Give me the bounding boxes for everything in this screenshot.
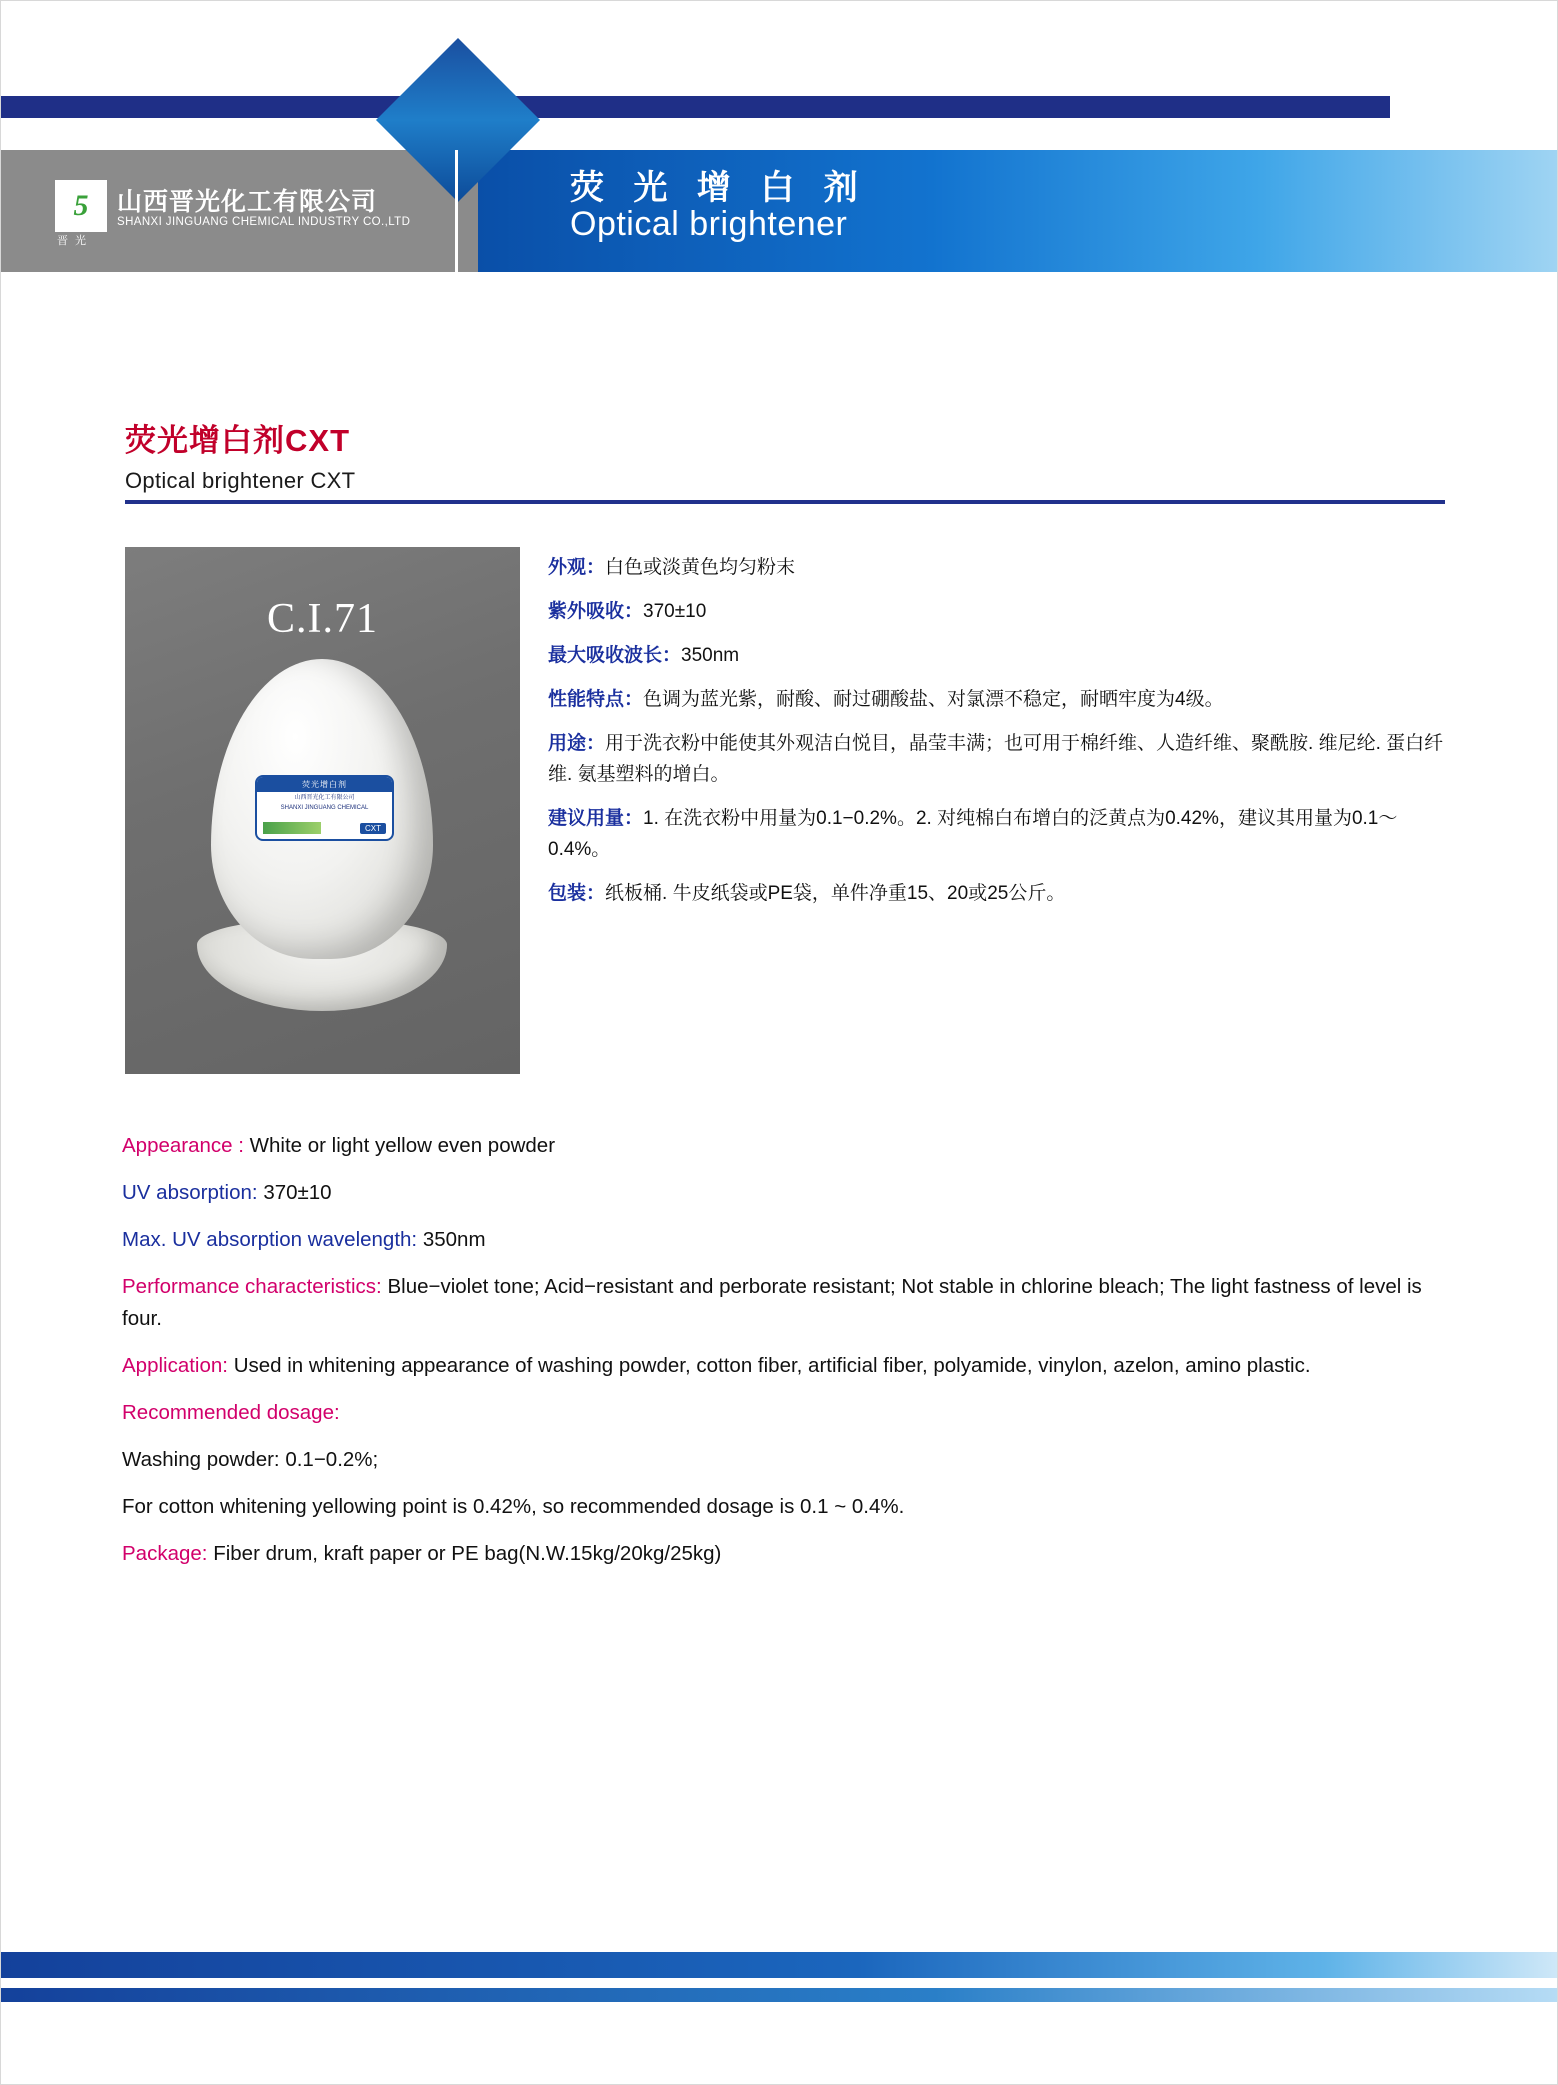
- page-header: [0, 0, 1558, 290]
- spec-key-en-package: Package:: [122, 1542, 208, 1565]
- ci-number-label: C.I.71: [267, 596, 378, 642]
- sticker-line-1: 山西晋光化工有限公司: [294, 795, 355, 801]
- spec-row-en-package: [122, 1538, 1452, 1570]
- spec-value-en-dosage-1: Washing powder: 0.1−0.2%;: [122, 1448, 379, 1471]
- spec-row-cn-uv: [548, 596, 1448, 627]
- logo-letter: 5: [73, 189, 89, 222]
- product-title-cn: 荧光增白剂CXT: [125, 423, 350, 458]
- spec-key-cn-performance: 性能特点：: [548, 689, 644, 710]
- spec-value-en-dosage-2: For cotton whitening yellowing point is 0.42%, so recommended dosage is 0.1 ~ 0.4%.: [122, 1495, 905, 1518]
- product-title-en: Optical brightener CXT: [125, 468, 356, 493]
- spec-value-cn-uv: 370±10: [643, 601, 707, 622]
- spec-row-cn-wavelength: [548, 640, 1448, 671]
- spec-key-cn-uv: 紫外吸收：: [548, 601, 644, 622]
- spec-key-en-dosage: Recommended dosage:: [122, 1401, 340, 1424]
- company-name-cn: 山西晋光化工有限公司: [117, 188, 378, 216]
- spec-key-cn-application: 用途：: [548, 733, 606, 754]
- spec-key-cn-wavelength: 最大吸收波长：: [548, 645, 682, 666]
- header-title-cn: 荧 光 增 白 剂: [570, 169, 868, 207]
- spec-value-cn-appearance: 白色或淡黄色均匀粉末: [605, 557, 796, 578]
- spec-row-cn-dosage: [548, 803, 1448, 865]
- spec-value-en-uv: 370±10: [263, 1181, 332, 1204]
- spec-row-cn-appearance: [548, 552, 1448, 583]
- header-top-bar: [0, 96, 1390, 118]
- spec-value-en-application: Used in whitening appearance of washing powder, cotton fiber, artificial fiber, polyamide, vinylon, azelon, amino plastic.: [233, 1354, 1311, 1377]
- spec-key-en-uv: UV absorption:: [122, 1181, 258, 1204]
- spec-key-en-application: Application:: [122, 1354, 228, 1377]
- spec-row-en-dosage-heading: [122, 1397, 1452, 1429]
- header-title-en: Optical brightener: [570, 205, 848, 243]
- spec-row-en-dosage-line2: [122, 1491, 1452, 1523]
- spec-row-en-dosage-line1: [122, 1444, 1452, 1476]
- sticker-line-2: SHANXI JINGUANG CHEMICAL: [280, 805, 369, 811]
- spec-list-cn: [548, 552, 1448, 922]
- product-bag-sticker: [255, 775, 394, 841]
- logo-mark-icon: [55, 180, 107, 232]
- spec-row-en-uv: [122, 1177, 1452, 1209]
- spec-value-cn-wavelength: 350nm: [681, 645, 740, 666]
- spec-key-cn-dosage: 建议用量：: [548, 808, 644, 829]
- company-logo: [55, 180, 465, 247]
- spec-key-en-wavelength: Max. UV absorption wavelength:: [122, 1228, 418, 1251]
- spec-row-cn-performance: [548, 684, 1448, 715]
- sticker-title: 荧光增白剂: [257, 777, 392, 792]
- footer-bar-primary: [0, 1952, 1558, 1978]
- spec-value-cn-performance: 色调为蓝光紫，耐酸、耐过硼酸盐、对氯漂不稳定，耐晒牢度为4级。: [643, 689, 1224, 710]
- sticker-band: [263, 822, 321, 834]
- spec-row-en-appearance: [122, 1130, 1452, 1162]
- spec-list-en: [122, 1130, 1452, 1585]
- spec-value-en-package: Fiber drum, kraft paper or PE bag(N.W.15kg/20kg/25kg): [213, 1542, 722, 1565]
- spec-value-en-wavelength: 350nm: [422, 1228, 486, 1251]
- spec-value-en-appearance: White or light yellow even powder: [249, 1134, 556, 1157]
- spec-key-cn-appearance: 外观：: [548, 557, 606, 578]
- sticker-code: CXT: [360, 823, 386, 834]
- spec-value-cn-dosage: 1. 在洗衣粉中用量为0.1−0.2%。2. 对纯棉白布增白的泛黄点为0.42%，建议其用量为0.1～0.4%。: [548, 808, 1398, 860]
- product-title: [125, 415, 1445, 494]
- spec-value-en-performance: Blue−violet tone; Acid−resistant and perborate resistant; Not stable in chlorine bleach; The light fastness of level is four.: [122, 1275, 1422, 1330]
- title-divider: [125, 500, 1445, 504]
- spec-key-cn-package: 包装：: [548, 883, 606, 904]
- spec-row-en-application: [122, 1350, 1452, 1382]
- logo-sub-label: 晋 光: [57, 235, 89, 247]
- spec-row-cn-application: [548, 728, 1448, 790]
- spec-value-cn-application: 用于洗衣粉中能使其外观洁白悦目，晶莹丰满；也可用于棉纤维、人造纤维、聚酰胺. 维尼纶. 蛋白纤维. 氨基塑料的增白。: [548, 733, 1444, 785]
- spec-key-en-appearance: Appearance :: [122, 1134, 244, 1157]
- spec-key-en-performance: Performance characteristics:: [122, 1275, 382, 1298]
- spec-value-cn-package: 纸板桶. 牛皮纸袋或PE袋，单件净重15、20或25公斤。: [605, 883, 1066, 904]
- company-name-en: SHANXI JINGUANG CHEMICAL INDUSTRY CO.,LTD: [117, 216, 411, 228]
- spec-row-en-performance: [122, 1271, 1452, 1335]
- footer-bar-secondary: [0, 1988, 1558, 2002]
- product-photo: [125, 547, 520, 1074]
- spec-row-cn-package: [548, 878, 1448, 909]
- spec-row-en-wavelength: [122, 1224, 1452, 1256]
